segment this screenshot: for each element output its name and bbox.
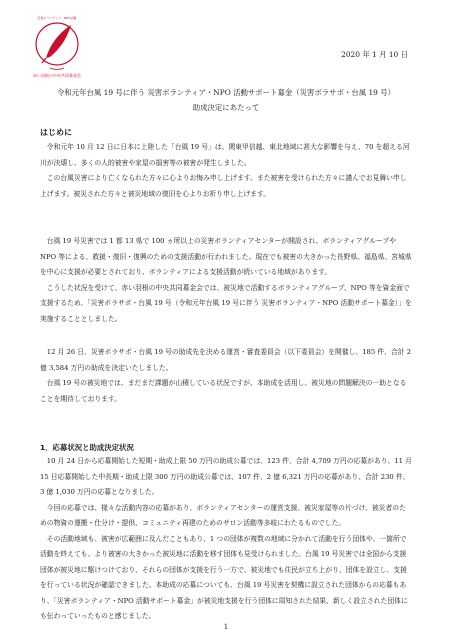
page-number: 1 xyxy=(223,623,229,631)
intro-paragraph: 令和元年 10 月 12 日に日本に上陸した「台風 19 号」は、関東甲信越、東北地域に甚大な影響を与え、70 を超える河川が決壊し、多くの人的被害や家屋の損害等の被害が発生しました。 xyxy=(40,143,410,167)
body-paragraph: 12 月 26 日、災害ボラサポ・台風 19 号の助成先を決める運営・審査委員会（以下委員会）を開催し、185 件、合計 2 億 3,584 万円の助成を決定いたしました。 xyxy=(40,348,412,372)
intro-paragraph: この台風災害により亡くなられた方々に心よりお悔み申し上げます。また被害を受けられた方々に謹んでお見舞い申し上げます。被災された方々と被災地域の復旧を心よりお祈り申し上げます。 xyxy=(40,174,407,198)
document-subtitle: 助成決定にあたって xyxy=(192,103,260,112)
logo-org-name: 赤い羽根の中央共同募金会 xyxy=(33,73,81,78)
application-status-section xyxy=(40,454,412,625)
section-paragraph: 10 月 24 日から応募開始した短期・助成上限 50 万円の助成公募では、123 件、合計 4,709 万円の応募があり、11 月 15 日応募開始した中長期・助成上限 300 万円の助成公募では、107 件、2 億 6,321 万円の応募があり、合計 230 件、3 億 1,030 万円の応募となりました。 xyxy=(40,457,412,496)
decision-section xyxy=(40,345,412,407)
body-paragraph: こうした状況を受けて、赤い羽根の中央共同募金会では、被災地で活動するボランティアグループ、NPO 等を資金面で支援するため、「災害ボラサポ・台風 19 号（令和元年台風 19 号に伴う 災害ボランティア・NPO 活動サポート募金）」を実施することとしました。 xyxy=(40,283,412,323)
body-paragraph: 台風 19 号災害では 1 都 13 県で 100 ヵ所以上の災害ボランティアセンターが開設され、ボランティアグループや NPO 等による、救援・復旧・復興のための支援活動が行われました。現在でも被害の大きかった長野県、福島県、宮城県を中心に支援が必要とされており、ボランティアによる支援活動が続いている地域があります。 xyxy=(40,237,412,276)
section-heading: 1．応募状況と助成決定状況 xyxy=(40,443,134,452)
fund-logo xyxy=(26,8,88,80)
intro-section xyxy=(40,140,412,202)
section-paragraph: 今回の応募では、様々な活動内容の応募があり、ボランティアセンターの運営支援、被災家屋等の片づけ、被災者のための物資の運搬・仕分け・提供、コミュニティ再建のためのサロン活動等多岐にわたるものでした。 xyxy=(40,503,406,527)
logo-top-text: 災害ボランティア・NPO活動 xyxy=(37,16,77,20)
body-paragraph: 台風 19 号の被災地では、まだまだ課題が山積している状況ですが、本助成を活用し、被災地の問題解決の一助となることを期待しております。 xyxy=(40,379,407,403)
document-date: 2020 年 1 月 10 日 xyxy=(341,50,408,59)
background-section xyxy=(40,234,412,327)
section-paragraph: その活動地域も、被害が広範囲に及んだこともあり、1 つの団体が複数の地域に分かれて活動を行う団体や、一箇所で活動を終えても、より被害の大きかった被災地に活動を移す団体も見受けられました。台風 19 号災害では全国から支援団体が被災地に駆けつけており、それらの団体が支援を行う一方で、被災地でも住民が立ち上がり、団体を設立し、支援を行っている状況が確認できました。本助成の応募についても、台風 19 号災害を契機に設立された団体からの応募もあり、「災害ボランティア・NPO 活動サポート募金」が被災地支援を行う団体に周知された結果、新しく設立された団体にも伝わっていったものと感じました。 xyxy=(40,534,408,620)
document-title: 令和元年台風 19 号に伴う 災害ボランティア・NPO 活動サポート募金（災害ボラサポ・台風 19 号） xyxy=(56,88,396,97)
intro-heading: はじめに xyxy=(40,128,72,137)
